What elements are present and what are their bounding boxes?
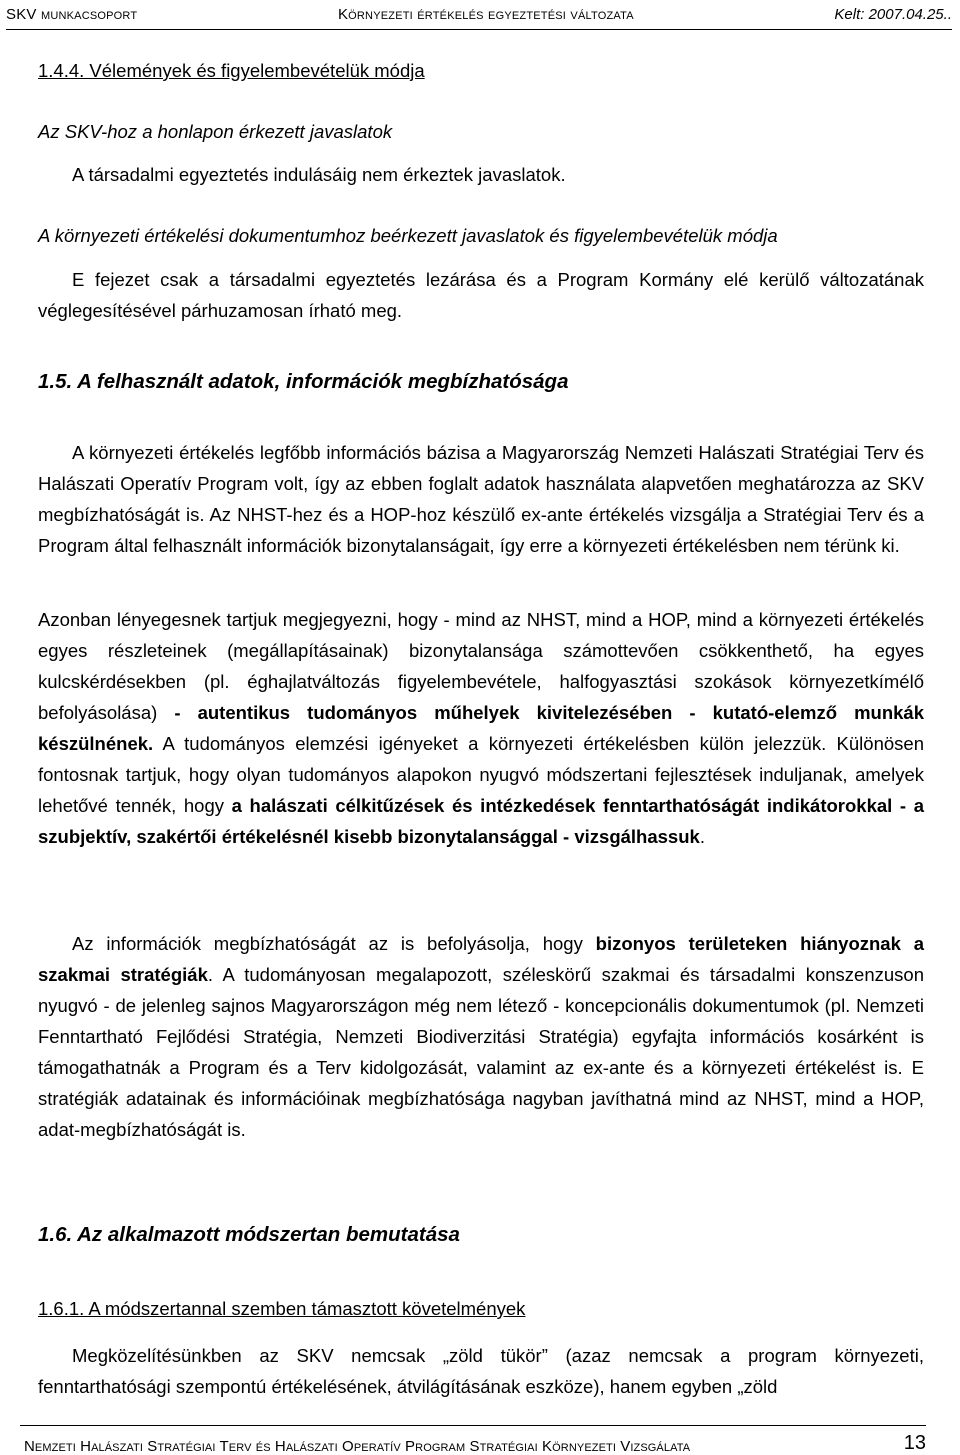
section-1-6-1-heading: 1.6.1. A módszertannal szemben támasztott követelmények [38, 1298, 526, 1319]
p2-bold-b: - autentikus tudományos műhelyek kivitelezésében - kutató-elemző munkák készülnének. [38, 702, 924, 754]
p2-text-a: Azonban lényegesnek tartjuk megjegyezni, hogy - mind az NHST, mind a HOP, mind a környezeti értékelés egyes részleteinek (megállapításainak) bizonytalansága számottevően csökkenthető, ha egyes kulcskérdésekben (pl. éghajlatváltozás figyelembevétele, halfogyasztási szokások környezetkímélő befolyásolása) [38, 609, 924, 723]
footer-title: Nemzeti Halászati Stratégiai Terv és Halászati Operatív Program Stratégiai Környezeti Vizsgálata [24, 1438, 691, 1455]
section-1-6-heading: 1.6. Az alkalmazott módszertan bemutatása [38, 1223, 460, 1246]
p2-text-c: A tudományos elemzési igényeket a környezeti értékelésben külön jelezzük. Különösen fontosnak tartjuk, hogy olyan tudományos alapokon nyugvó módszertani fejlesztések induljanak, amelyek lehetővé tennék, hogy [38, 733, 924, 816]
section-1-4-4-text-web: A társadalmi egyeztetés indulásáig nem érkeztek javaslatok. [72, 164, 566, 185]
section-1-4-4-text-doc: E fejezet csak a társadalmi egyeztetés lezárása és a Program Kormány elé kerülő változatának véglegesítésével párhuzamosan írható meg. [38, 269, 924, 321]
section-1-6-1-paragraph: Megközelítésünkben az SKV nemcsak „zöld tükör” (azaz nemcsak a program környezeti, fenntarthatósági szempontú értékelésének, átvilágításának eszköze), hanem egyben „zöld [38, 1345, 924, 1397]
section-1-4-4-heading: 1.4.4. Vélemények és figyelembevételük módja [38, 60, 425, 81]
p3-bold-b: bizonyos területeken hiányoznak a szakmai stratégiák [38, 933, 924, 985]
page-header [6, 3, 952, 30]
page-number: 13 [903, 1432, 926, 1454]
section-1-5-paragraph-3 [38, 928, 924, 1145]
header-doc-title: Környezeti értékelés egyeztetési változata [337, 5, 634, 23]
section-1-5-heading: 1.5. A felhasznált adatok, információk megbízhatósága [38, 370, 569, 393]
section-1-5-paragraph-1: A környezeti értékelés legfőbb információs bázisa a Magyarország Nemzeti Halászati Stratégiai Terv és Halászati Operatív Program volt, így az ebben foglalt adatok használata alapvetően meghatározza az SKV megbízhatóságát is. Az NHST-hez és a HOP-hoz készülő ex-ante értékelés vizsgálja a Stratégiai Terv és a Program által felhasznált információk bizonytalanságait, így erre a környezeti értékelésben nem térünk ki. [38, 442, 924, 556]
header-date: Kelt: 2007.04.25.. [834, 5, 952, 23]
section-1-4-4-subtitle-doc: A környezeti értékelési dokumentumhoz beérkezett javaslatok és figyelembevételük módja [38, 225, 778, 246]
p2-text-e: . [699, 826, 705, 847]
section-1-5-paragraph-2 [38, 604, 924, 852]
header-org: SKV munkacsoport [6, 5, 138, 23]
p2-bold-d: a halászati célkitűzések és intézkedések fenntarthatóságát indikátorokkal - a szubjektív, szakértői értékelésnél kisebb bizonytalansággal - vizsgálhassuk [38, 795, 924, 847]
page-footer [20, 1425, 926, 1455]
section-1-4-4-subtitle-web: Az SKV-hoz a honlapon érkezett javaslatok [38, 121, 393, 142]
p3-text-a: Az információk megbízhatóságát az is befolyásolja, hogy [72, 933, 596, 954]
p3-text-c: . A tudományosan megalapozott, széleskörű szakmai és társadalmi konszenzuson nyugvó - de jelenleg sajnos Magyarországon még nem létező - koncepcionális dokumentumok (pl. Nemzeti Fenntartható Fejlődési Stratégia, Nemzeti Biodiverzitási Stratégia) egyfajta információs kosárként is támogathatnák a Program és a Terv kidolgozását, valamint az ex-ante és a környezeti értékelést is. E stratégiák adatainak és információinak megbízhatósága nagyban javíthatná mind az NHST, mind a HOP, adat-megbízhatóságát is. [38, 964, 924, 1140]
